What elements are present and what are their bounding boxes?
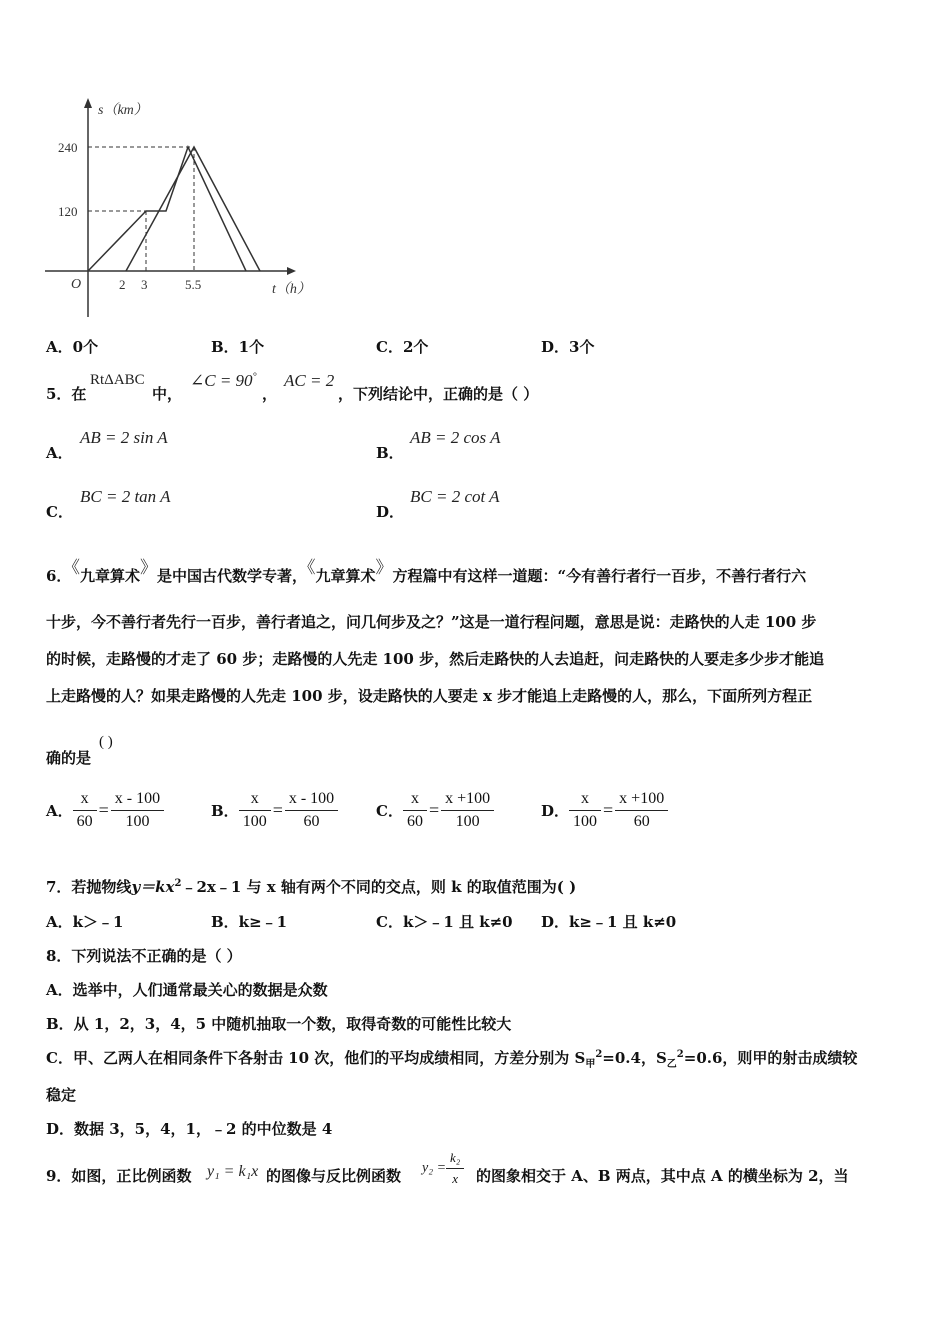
q8-option-d: D．数据 3，5，4，1，﹣2 的中位数是 4 xyxy=(46,1120,333,1138)
q6-d-left-fraction xyxy=(569,790,601,831)
q4-option-b: B．1个 xyxy=(211,338,265,356)
q6-d-left-num: x xyxy=(569,790,601,811)
y-axis-label: s（km） xyxy=(98,103,148,118)
q6-c-left-den: 60 xyxy=(406,813,423,830)
q8-c-sub-yi: 乙 xyxy=(666,1059,677,1070)
q5-angle-c xyxy=(190,371,257,391)
q5-option-a-label: A． xyxy=(46,444,73,462)
q6-d-left-den: 100 xyxy=(573,813,598,830)
q6-a-right-num: x - 100 xyxy=(111,790,164,811)
q5-option-b: AB = 2 cos A xyxy=(410,428,501,447)
q6-a-equals: = xyxy=(98,800,109,820)
q6-book-open: 《 xyxy=(71,558,80,578)
q5-option-c-label: C． xyxy=(46,503,73,521)
q8-c-sup-2: 2 xyxy=(676,1049,684,1060)
q6-book-close: 》 xyxy=(139,558,157,578)
y-tick-120: 120 xyxy=(58,204,78,219)
q7-option-d: D．k≥﹣1 且 k≠0 xyxy=(541,913,677,931)
q6-b-left-num: x xyxy=(239,790,271,811)
q9-func-2-fraction xyxy=(446,1150,464,1187)
q8-option-a: A．选举中，人们通常最关心的数据是众数 xyxy=(46,981,328,999)
q5-ac: AC = 2 xyxy=(284,371,335,390)
x-axis-label: t（h） xyxy=(272,282,311,297)
q6-answer-paren: ( ) xyxy=(99,734,113,750)
q8-c-tail: =0.6，则甲的射击成绩较 xyxy=(683,1049,858,1067)
q6-book-open-2: 《 xyxy=(306,558,316,578)
q6-option-d-label: D． xyxy=(541,802,570,820)
x-tick-3: 3 xyxy=(141,277,148,292)
q6-option-a-label: A． xyxy=(46,802,73,820)
q9-func-2 xyxy=(422,1150,464,1187)
q6-b-right-num: x - 100 xyxy=(285,790,338,811)
q6-d-right-fraction xyxy=(615,790,668,831)
q6-a-left-num: x xyxy=(73,790,97,811)
q4-option-c: C．2个 xyxy=(376,338,429,356)
q6-line4: 上走路慢的人？如果走路慢的人先走 100 步，设走路快的人要走 x 步才能追上走路慢的人，那么，下面所列方程正 xyxy=(46,687,813,705)
q6-d-right-num: x +100 xyxy=(615,790,668,811)
q5-stem-tail: ，下列结论中，正确的是（ ） xyxy=(338,385,539,403)
q8-option-c xyxy=(46,1047,857,1070)
q7-stem xyxy=(46,876,576,897)
q6-c-equals: = xyxy=(428,800,440,820)
q5-number: 5．在 xyxy=(46,385,87,403)
q6-book-title: 九章算术 xyxy=(79,567,140,585)
q5-option-d-label: D． xyxy=(376,503,405,521)
q8-c-sub-jia: 甲 xyxy=(585,1059,596,1070)
y-axis-arrow-icon xyxy=(84,98,92,108)
q8-option-b: B．从 1，2，3，4，5 中随机抽取一个数，取得奇数的可能性比较大 xyxy=(46,1015,512,1033)
q6-option-d xyxy=(541,790,668,831)
q5-text-in: 中， xyxy=(152,385,183,403)
y-tick-240: 240 xyxy=(58,140,78,155)
q7-expr: y＝kx xyxy=(131,878,175,896)
q8-c-mid: =0.4，S xyxy=(602,1049,667,1067)
q4-option-d: D．3个 xyxy=(541,338,595,356)
q7-option-a: A．k＞﹣1 xyxy=(46,913,124,931)
q6-option-c-label: C． xyxy=(376,802,403,820)
q6-number: 6． xyxy=(46,567,72,585)
q5-angle-text: ∠C = 90 xyxy=(190,371,253,390)
line-traveller-2 xyxy=(126,147,260,271)
q7-option-c: C．k＞﹣1 且 k≠0 xyxy=(376,913,513,931)
q6-c-right-num: x +100 xyxy=(441,790,494,811)
q8-option-c-line2: 稳定 xyxy=(46,1086,77,1104)
q7-stem-post: ﹣2x﹣1 与 x 轴有两个不同的交点，则 k 的取值范围为( ) xyxy=(181,878,577,896)
q9-func-2-lhs: y₂ = xyxy=(422,1160,447,1176)
q6-b-right-fraction xyxy=(285,790,338,831)
q6-book-title-2: 九章算术 xyxy=(315,567,376,585)
q6-line3: 的时候，走路慢的才走了 60 步；走路慢的人先走 100 步，然后走路快的人去追赶，问走路快的人要走多少步才能追 xyxy=(46,650,825,668)
q6-c-right-fraction xyxy=(441,790,494,831)
q6-line2: 十步，今不善行者先行一百步，善行者追之，问几何步及之？”这是一道行程问题，意思是说：走路快的人走 100 步 xyxy=(46,613,817,631)
q9-stem-pre: 9．如图，正比例函数 xyxy=(46,1167,192,1185)
q6-b-right-den: 60 xyxy=(303,813,320,830)
q5-comma: ， xyxy=(262,385,278,403)
q6-a-right-fraction xyxy=(111,790,164,831)
q6-a-right-den: 100 xyxy=(125,813,150,830)
q6-line1-mid: 是中国古代数学专著， xyxy=(156,567,307,585)
q5-option-a: AB = 2 sin A xyxy=(80,428,168,447)
q5-option-c: BC = 2 tan A xyxy=(80,487,171,506)
x-tick-5-5: 5.5 xyxy=(185,277,202,292)
q9-func-2-den: x xyxy=(452,1171,459,1186)
q5-option-b-label: B． xyxy=(376,444,404,462)
q6-line5: 确的是 xyxy=(46,749,92,767)
q6-d-right-den: 60 xyxy=(633,813,650,830)
q9-func-2-num: k₂ xyxy=(446,1150,464,1169)
x-tick-2: 2 xyxy=(119,277,126,292)
q6-b-left-den: 100 xyxy=(242,813,267,830)
q8-c-sup-1: 2 xyxy=(595,1049,603,1060)
q4-option-a: A．0个 xyxy=(46,338,99,356)
q6-book-close-2: 》 xyxy=(375,558,393,578)
q6-c-left-fraction xyxy=(403,790,427,831)
q6-c-right-den: 100 xyxy=(455,813,480,830)
q7-option-b: B．k≥﹣1 xyxy=(211,913,288,931)
q6-option-a xyxy=(46,790,164,831)
q6-d-equals: = xyxy=(603,800,614,820)
q9-stem-tail: 的图象相交于 A、B 两点，其中点 A 的横坐标为 2，当 xyxy=(476,1167,849,1185)
q6-b-equals: = xyxy=(272,800,283,820)
q6-c-left-num: x xyxy=(403,790,427,811)
q7-stem-pre: 7．若抛物线 xyxy=(46,878,132,896)
q6-option-b-label: B． xyxy=(211,802,239,820)
q9-stem-mid: 的图像与反比例函数 xyxy=(266,1167,402,1185)
q5-degree: ° xyxy=(252,371,257,383)
q6-line1-tail: 方程篇中有这样一道题：“今有善行者行一百步，不善行者行六 xyxy=(392,567,807,585)
q6-option-c xyxy=(376,790,494,831)
q6-b-left-fraction xyxy=(239,790,271,831)
distance-time-graph xyxy=(40,92,330,324)
q7-exponent: 2 xyxy=(174,878,182,889)
origin-label: O xyxy=(71,277,82,292)
line-traveller-1 xyxy=(88,147,246,271)
q9-func-1: y₁ = k₁x xyxy=(207,1163,259,1180)
q8-c-text: C．甲、乙两人在相同条件下各射击 10 次，他们的平均成绩相同，方差分别为 S xyxy=(46,1049,586,1067)
q6-a-left-den: 60 xyxy=(76,813,93,830)
x-axis-arrow-icon xyxy=(287,267,296,275)
q6-a-left-fraction xyxy=(73,790,97,831)
q6-line1 xyxy=(46,558,807,586)
q6-option-b xyxy=(211,790,338,831)
q8-stem: 8．下列说法不正确的是（ ） xyxy=(46,947,242,965)
q5-rt-triangle: RtΔABC xyxy=(90,372,145,388)
q5-option-d: BC = 2 cot A xyxy=(410,487,500,506)
